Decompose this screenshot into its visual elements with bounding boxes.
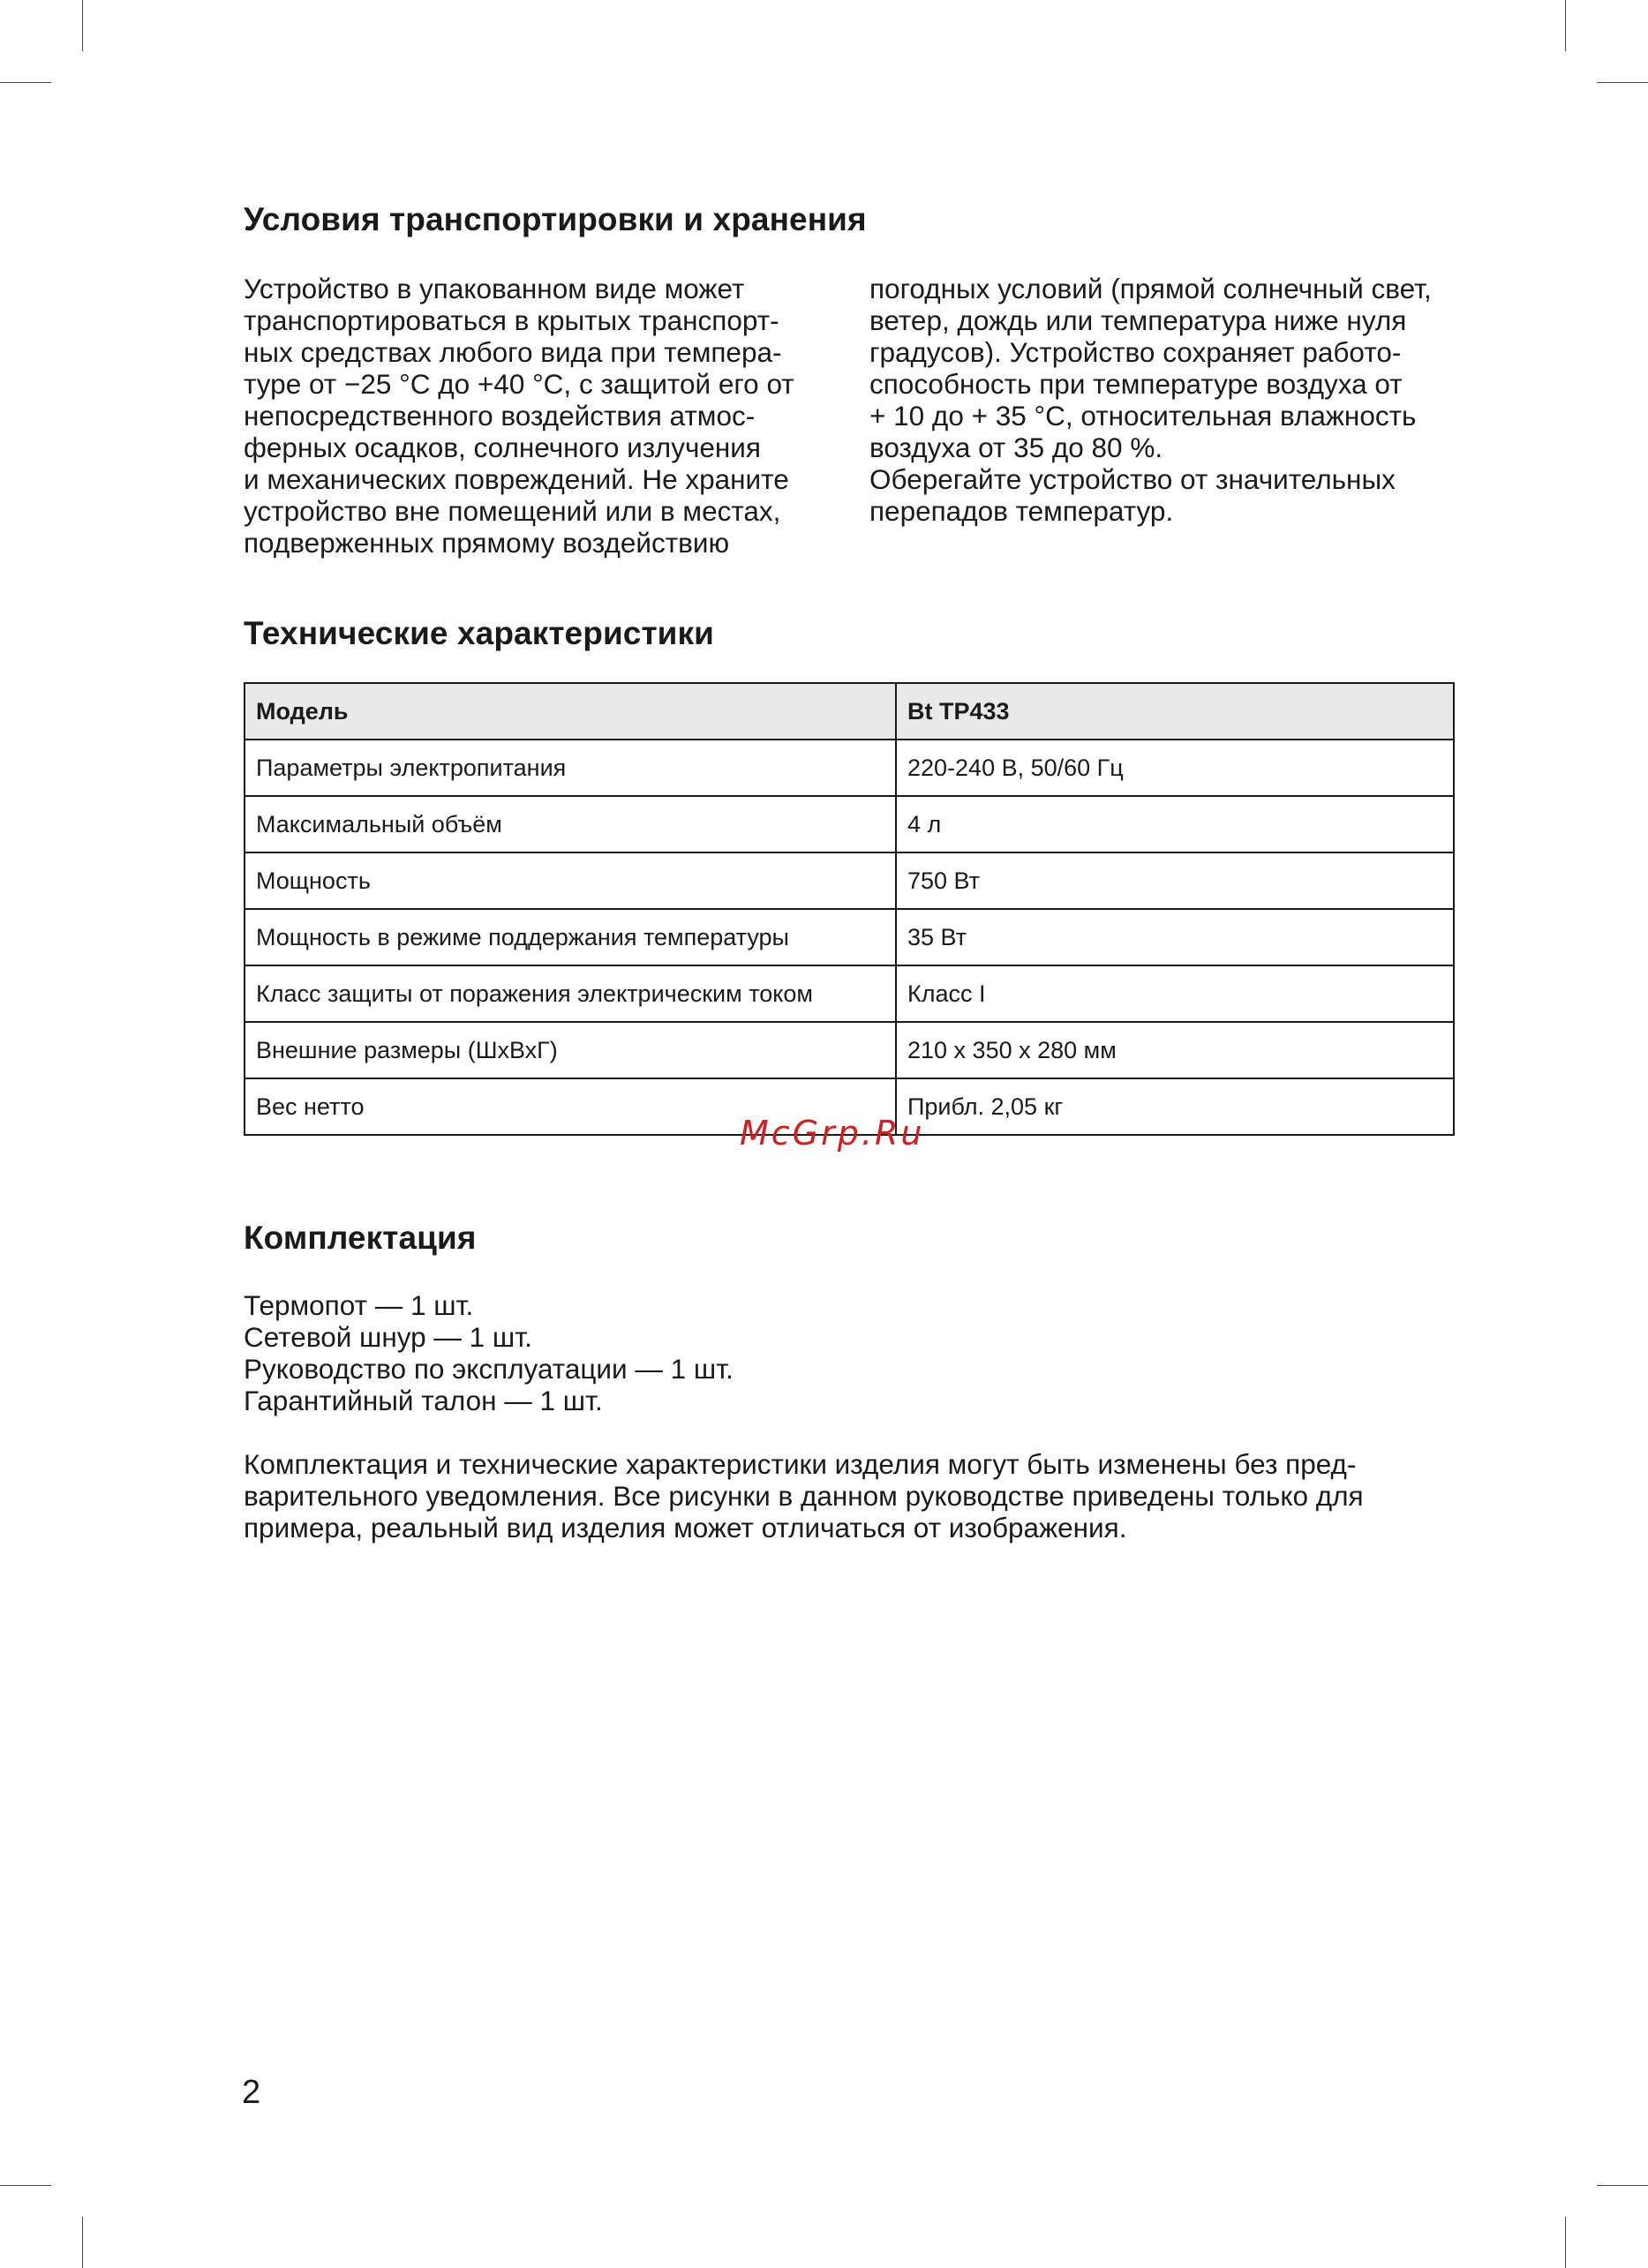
spec-value: Прибл. 2,05 кг xyxy=(896,1078,1454,1135)
package-heading: Комплектация xyxy=(244,1220,477,1256)
spec-value: 750 Вт xyxy=(896,852,1454,909)
spec-value: 35 Вт xyxy=(896,909,1454,965)
crop-mark-bottom-left xyxy=(82,2217,83,2268)
specs-table xyxy=(244,682,1455,1136)
spec-param: Внешние размеры (ШхВхГ) xyxy=(245,1022,896,1078)
specs-header-model-value: Bt TP433 xyxy=(896,683,1454,740)
spec-value: Класс I xyxy=(896,965,1454,1022)
package-note: Комплектация и технические характеристики изделия могут быть изменены без пред- варительного уведомления. Все рисунки в данном руководстве приведены только для примера, реальный вид изделия может отличаться от изображения. xyxy=(244,1448,1364,1543)
table-row xyxy=(245,796,1454,852)
transport-text-column-1: Устройство в упакованном виде может транспортироваться в крытых транспорт- ных средствах любого вида при темпера- туре от −25 °С до +40 °С, с защитой его от непосредственного воздействия атмос- ферных осадков, солнечного излучения и механических повреждений. Не храните устройство вне помещений или в местах, подверженных прямому воздействию xyxy=(244,273,794,559)
spec-value: 210 x 350 x 280 мм xyxy=(896,1022,1454,1078)
table-row xyxy=(245,852,1454,909)
transport-heading: Условия транспортировки и хранения xyxy=(244,201,867,237)
crop-mark-bottom-right-h xyxy=(1597,2185,1648,2186)
crop-mark-top-left-h xyxy=(0,82,51,83)
specs-header-model: Модель xyxy=(245,683,896,740)
spec-param: Максимальный объём xyxy=(245,796,896,852)
page-number: 2 xyxy=(242,2074,261,2111)
table-row xyxy=(245,909,1454,965)
list-item: Сетевой шнур — 1 шт. xyxy=(244,1321,532,1353)
spec-value: 4 л xyxy=(896,796,1454,852)
spec-param: Мощность xyxy=(245,852,896,909)
crop-mark-top-right-h xyxy=(1597,82,1648,83)
transport-text-column-2: погодных условий (прямой солнечный свет, ветер, дождь или температура ниже нуля градусов). Устройство сохраняет работо- способность при температуре воздуха от + 10 до + 35 °С, относительная влажность воздуха от 35 до 80 %. Оберегайте устройство от значительных перепадов температур. xyxy=(869,273,1432,527)
table-row xyxy=(245,965,1454,1022)
list-item: Гарантийный талон — 1 шт. xyxy=(244,1385,603,1416)
list-item: Руководство по эксплуатации — 1 шт. xyxy=(244,1353,734,1385)
crop-mark-bottom-left-h xyxy=(0,2185,51,2186)
table-row xyxy=(245,1022,1454,1078)
list-item: Термопот — 1 шт. xyxy=(244,1289,474,1321)
crop-mark-top-right xyxy=(1565,0,1566,51)
package-list xyxy=(244,1289,734,1416)
spec-param: Класс защиты от поражения электрическим током xyxy=(245,965,896,1022)
crop-mark-top-left xyxy=(82,0,83,51)
crop-mark-bottom-right xyxy=(1565,2217,1566,2268)
specs-heading: Технические характеристики xyxy=(244,615,714,651)
spec-param: Мощность в режиме поддержания температуры xyxy=(245,909,896,965)
spec-param: Вес нетто xyxy=(245,1078,896,1135)
table-row xyxy=(245,740,1454,796)
spec-value: 220-240 В, 50/60 Гц xyxy=(896,740,1454,796)
specs-table-header xyxy=(245,683,1454,740)
watermark: McGrp.Ru xyxy=(740,1114,925,1153)
spec-param: Параметры электропитания xyxy=(245,740,896,796)
